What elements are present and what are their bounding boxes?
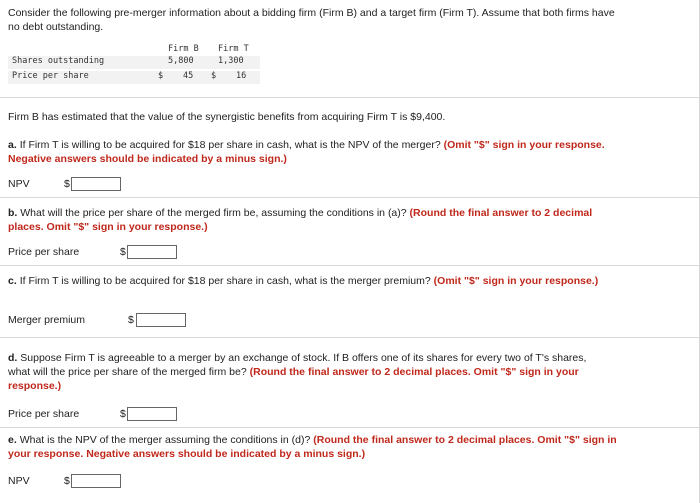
divider (0, 97, 700, 98)
price-firm-t: 16 (236, 71, 247, 81)
header-firm-t: Firm T (218, 44, 249, 54)
answer-b-dollar: $ (120, 246, 126, 258)
question-d-label: d. (8, 352, 18, 364)
price-prefix-t: $ (211, 71, 217, 81)
divider (0, 265, 700, 266)
divider (0, 337, 700, 338)
merger-premium-input-c[interactable] (136, 313, 186, 327)
intro-text: Consider the following pre-merger information about a bidding firm (Firm B) and a target firm (Firm T). Assume that both firms have no debt outstanding. (8, 7, 615, 33)
divider (0, 197, 700, 198)
question-d-instruction: (Round the final answer to 2 decimal places. Omit "$" sign in your response.) (8, 366, 579, 392)
answer-b-row (8, 245, 208, 261)
answer-a-label: NPV (8, 178, 30, 190)
question-e (8, 433, 618, 461)
question-b-instruction: (Round the final answer to 2 decimal places. Omit "$" sign in your response.) (8, 207, 593, 233)
answer-c-row (8, 313, 208, 329)
table-row-price (8, 71, 260, 84)
synergy-text: Firm B has estimated that the value of the synergistic benefits from acquiring Firm T is $9,400. (8, 111, 446, 123)
question-a-label: a. (8, 139, 17, 151)
answer-b-label: Price per share (8, 246, 80, 258)
shares-firm-t: 1,300 (218, 56, 244, 66)
answer-a-dollar: $ (64, 178, 70, 190)
row-label-price: Price per share (12, 71, 89, 81)
answer-e-label: NPV (8, 475, 30, 487)
answer-c-dollar: $ (128, 314, 134, 326)
question-b-text: What will the price per share of the merged firm be, assuming the conditions in (a)? (20, 207, 407, 219)
npv-input-a[interactable] (71, 177, 121, 191)
answer-c-label: Merger premium (8, 314, 86, 326)
question-a-instruction: (Omit "$" sign in your response. Negative answers should be indicated by a minus sign.) (8, 139, 605, 165)
shares-firm-b: 5,800 (168, 56, 194, 66)
answer-d-row (8, 407, 208, 423)
header-firm-b: Firm B (168, 44, 199, 54)
question-b-label: b. (8, 207, 18, 219)
question-c (8, 274, 608, 288)
answer-d-label: Price per share (8, 408, 80, 420)
row-label-shares: Shares outstanding (12, 56, 105, 66)
price-per-share-input-d[interactable] (127, 407, 177, 421)
question-b (8, 206, 608, 234)
price-firm-b: 45 (183, 71, 194, 81)
price-per-share-input-b[interactable] (127, 245, 177, 259)
answer-d-dollar: $ (120, 408, 126, 420)
question-c-instruction: (Omit "$" sign in your response.) (433, 275, 599, 287)
price-prefix-b: $ (158, 71, 164, 81)
answer-a-row (8, 177, 208, 193)
divider (0, 427, 700, 428)
question-e-label: e. (8, 434, 17, 446)
npv-input-e[interactable] (71, 474, 121, 488)
question-d (8, 351, 608, 393)
answer-e-row (8, 474, 208, 490)
answer-e-dollar: $ (64, 475, 70, 487)
question-c-label: c. (8, 275, 17, 287)
question-d-text: Suppose Firm T is agreeable to a merger by an exchange of stock. If B offers one of its shares for every two of T's shares, what will the price per share of the merged firm be? (8, 352, 587, 378)
question-c-text: If Firm T is willing to be acquired for $18 per share in cash, what is the merger premium? (19, 275, 431, 287)
question-e-instruction: (Round the final answer to 2 decimal places. Omit "$" sign in your response. Negative answers should be indicated by a minus sign.) (8, 434, 617, 460)
question-a (8, 138, 608, 166)
question-a-text: If Firm T is willing to be acquired for $18 per share in cash, what is the NPV of the merger? (19, 139, 441, 151)
table-row-shares (8, 56, 260, 69)
question-e-text: What is the NPV of the merger assuming the conditions in (d)? (19, 434, 311, 446)
pre-merger-table (8, 44, 260, 86)
